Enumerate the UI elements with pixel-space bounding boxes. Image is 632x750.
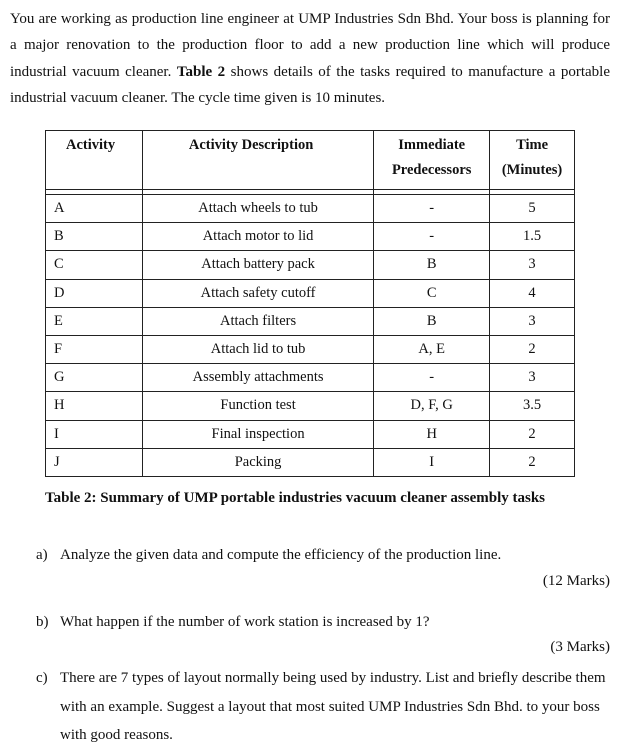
cell-predecessors: B: [374, 251, 490, 279]
cell-activity: D: [46, 279, 143, 307]
header-predecessors-line1: Immediate: [398, 137, 466, 153]
table-row: [46, 392, 575, 420]
intro-paragraph: [10, 6, 610, 111]
table-row: [46, 223, 575, 251]
cell-activity: A: [46, 195, 143, 223]
table-row: [46, 251, 575, 279]
table-body: [46, 190, 575, 477]
cell-predecessors: H: [374, 420, 490, 448]
table-caption: Table 2: Summary of UMP portable industries vacuum cleaner assembly tasks: [45, 490, 546, 506]
intro-text-part1: You are working as production line engineer at UMP Industries Sdn Bhd. Your boss is planning for a major renovation to the production floor to add a new production line which will produce industrial vacuum cleaner.: [10, 11, 610, 80]
question-c-label: c): [36, 670, 48, 686]
question-b-label: b): [36, 614, 49, 630]
cell-time: 4: [490, 279, 575, 307]
cell-predecessors: C: [374, 279, 490, 307]
cell-activity: I: [46, 420, 143, 448]
table-row: [46, 364, 575, 392]
table-row: [46, 307, 575, 335]
question-a-marks: (12 Marks): [542, 573, 610, 589]
cell-description: Final inspection: [142, 420, 373, 448]
header-time-line1: Time: [516, 137, 549, 153]
cell-time: 3: [490, 307, 575, 335]
cell-description: Assembly attachments: [142, 364, 373, 392]
cell-activity: F: [46, 335, 143, 363]
cell-time: 2: [490, 420, 575, 448]
cell-description: Attach motor to lid: [142, 223, 373, 251]
cell-predecessors: -: [374, 223, 490, 251]
header-time: [490, 131, 575, 190]
cell-time: 2: [490, 335, 575, 363]
cell-description: Attach safety cutoff: [142, 279, 373, 307]
table-row: [46, 195, 575, 223]
intro-text-part2: shows details of the tasks required to manufacture a portable industrial vacuum cleaner. The cycle time given is 10 minutes.: [10, 63, 611, 106]
header-activity: Activity: [46, 131, 143, 190]
cell-activity: B: [46, 223, 143, 251]
cell-description: Attach battery pack: [142, 251, 373, 279]
header-time-line2: (Minutes): [501, 162, 563, 178]
cell-predecessors: D, F, G: [374, 392, 490, 420]
table-header: [46, 131, 575, 190]
table-reference: Table 2: [176, 63, 226, 80]
question-a-label: a): [36, 547, 48, 563]
cell-predecessors: -: [374, 195, 490, 223]
cell-predecessors: -: [374, 364, 490, 392]
header-description: Activity Description: [142, 131, 373, 190]
question-c: [36, 664, 611, 750]
table-row: [46, 448, 575, 476]
question-a-text: Analyze the given data and compute the efficiency of the production line.: [60, 547, 502, 563]
cell-time: 3: [490, 364, 575, 392]
cell-time: 2: [490, 448, 575, 476]
cell-activity: E: [46, 307, 143, 335]
cell-activity: C: [46, 251, 143, 279]
cell-predecessors: I: [374, 448, 490, 476]
cell-time: 5: [490, 195, 575, 223]
table-row: [46, 335, 575, 363]
cell-time: 1.5: [490, 223, 575, 251]
cell-predecessors: B: [374, 307, 490, 335]
cell-predecessors: A, E: [374, 335, 490, 363]
question-b: [36, 614, 429, 631]
cell-description: Packing: [142, 448, 373, 476]
table-row: [46, 420, 575, 448]
cell-activity: J: [46, 448, 143, 476]
table-row: [46, 279, 575, 307]
tasks-table: [45, 130, 575, 477]
question-b-text: What happen if the number of work station is increased by 1?: [60, 614, 430, 630]
cell-description: Function test: [142, 392, 373, 420]
cell-activity: H: [46, 392, 143, 420]
question-c-text: There are 7 types of layout normally being used by industry. List and briefly describe them with an example. Suggest a layout that most suited UMP Industries Sdn Bhd. to your boss with good reasons.: [60, 670, 606, 743]
question-b-marks: (3 Marks): [550, 639, 610, 655]
cell-description: Attach wheels to tub: [142, 195, 373, 223]
header-predecessors: [374, 131, 490, 190]
header-predecessors-line2: Predecessors: [391, 162, 472, 178]
cell-description: Attach filters: [142, 307, 373, 335]
question-a: [36, 547, 501, 564]
cell-description: Attach lid to tub: [142, 335, 373, 363]
cell-time: 3: [490, 251, 575, 279]
cell-activity: G: [46, 364, 143, 392]
cell-time: 3.5: [490, 392, 575, 420]
